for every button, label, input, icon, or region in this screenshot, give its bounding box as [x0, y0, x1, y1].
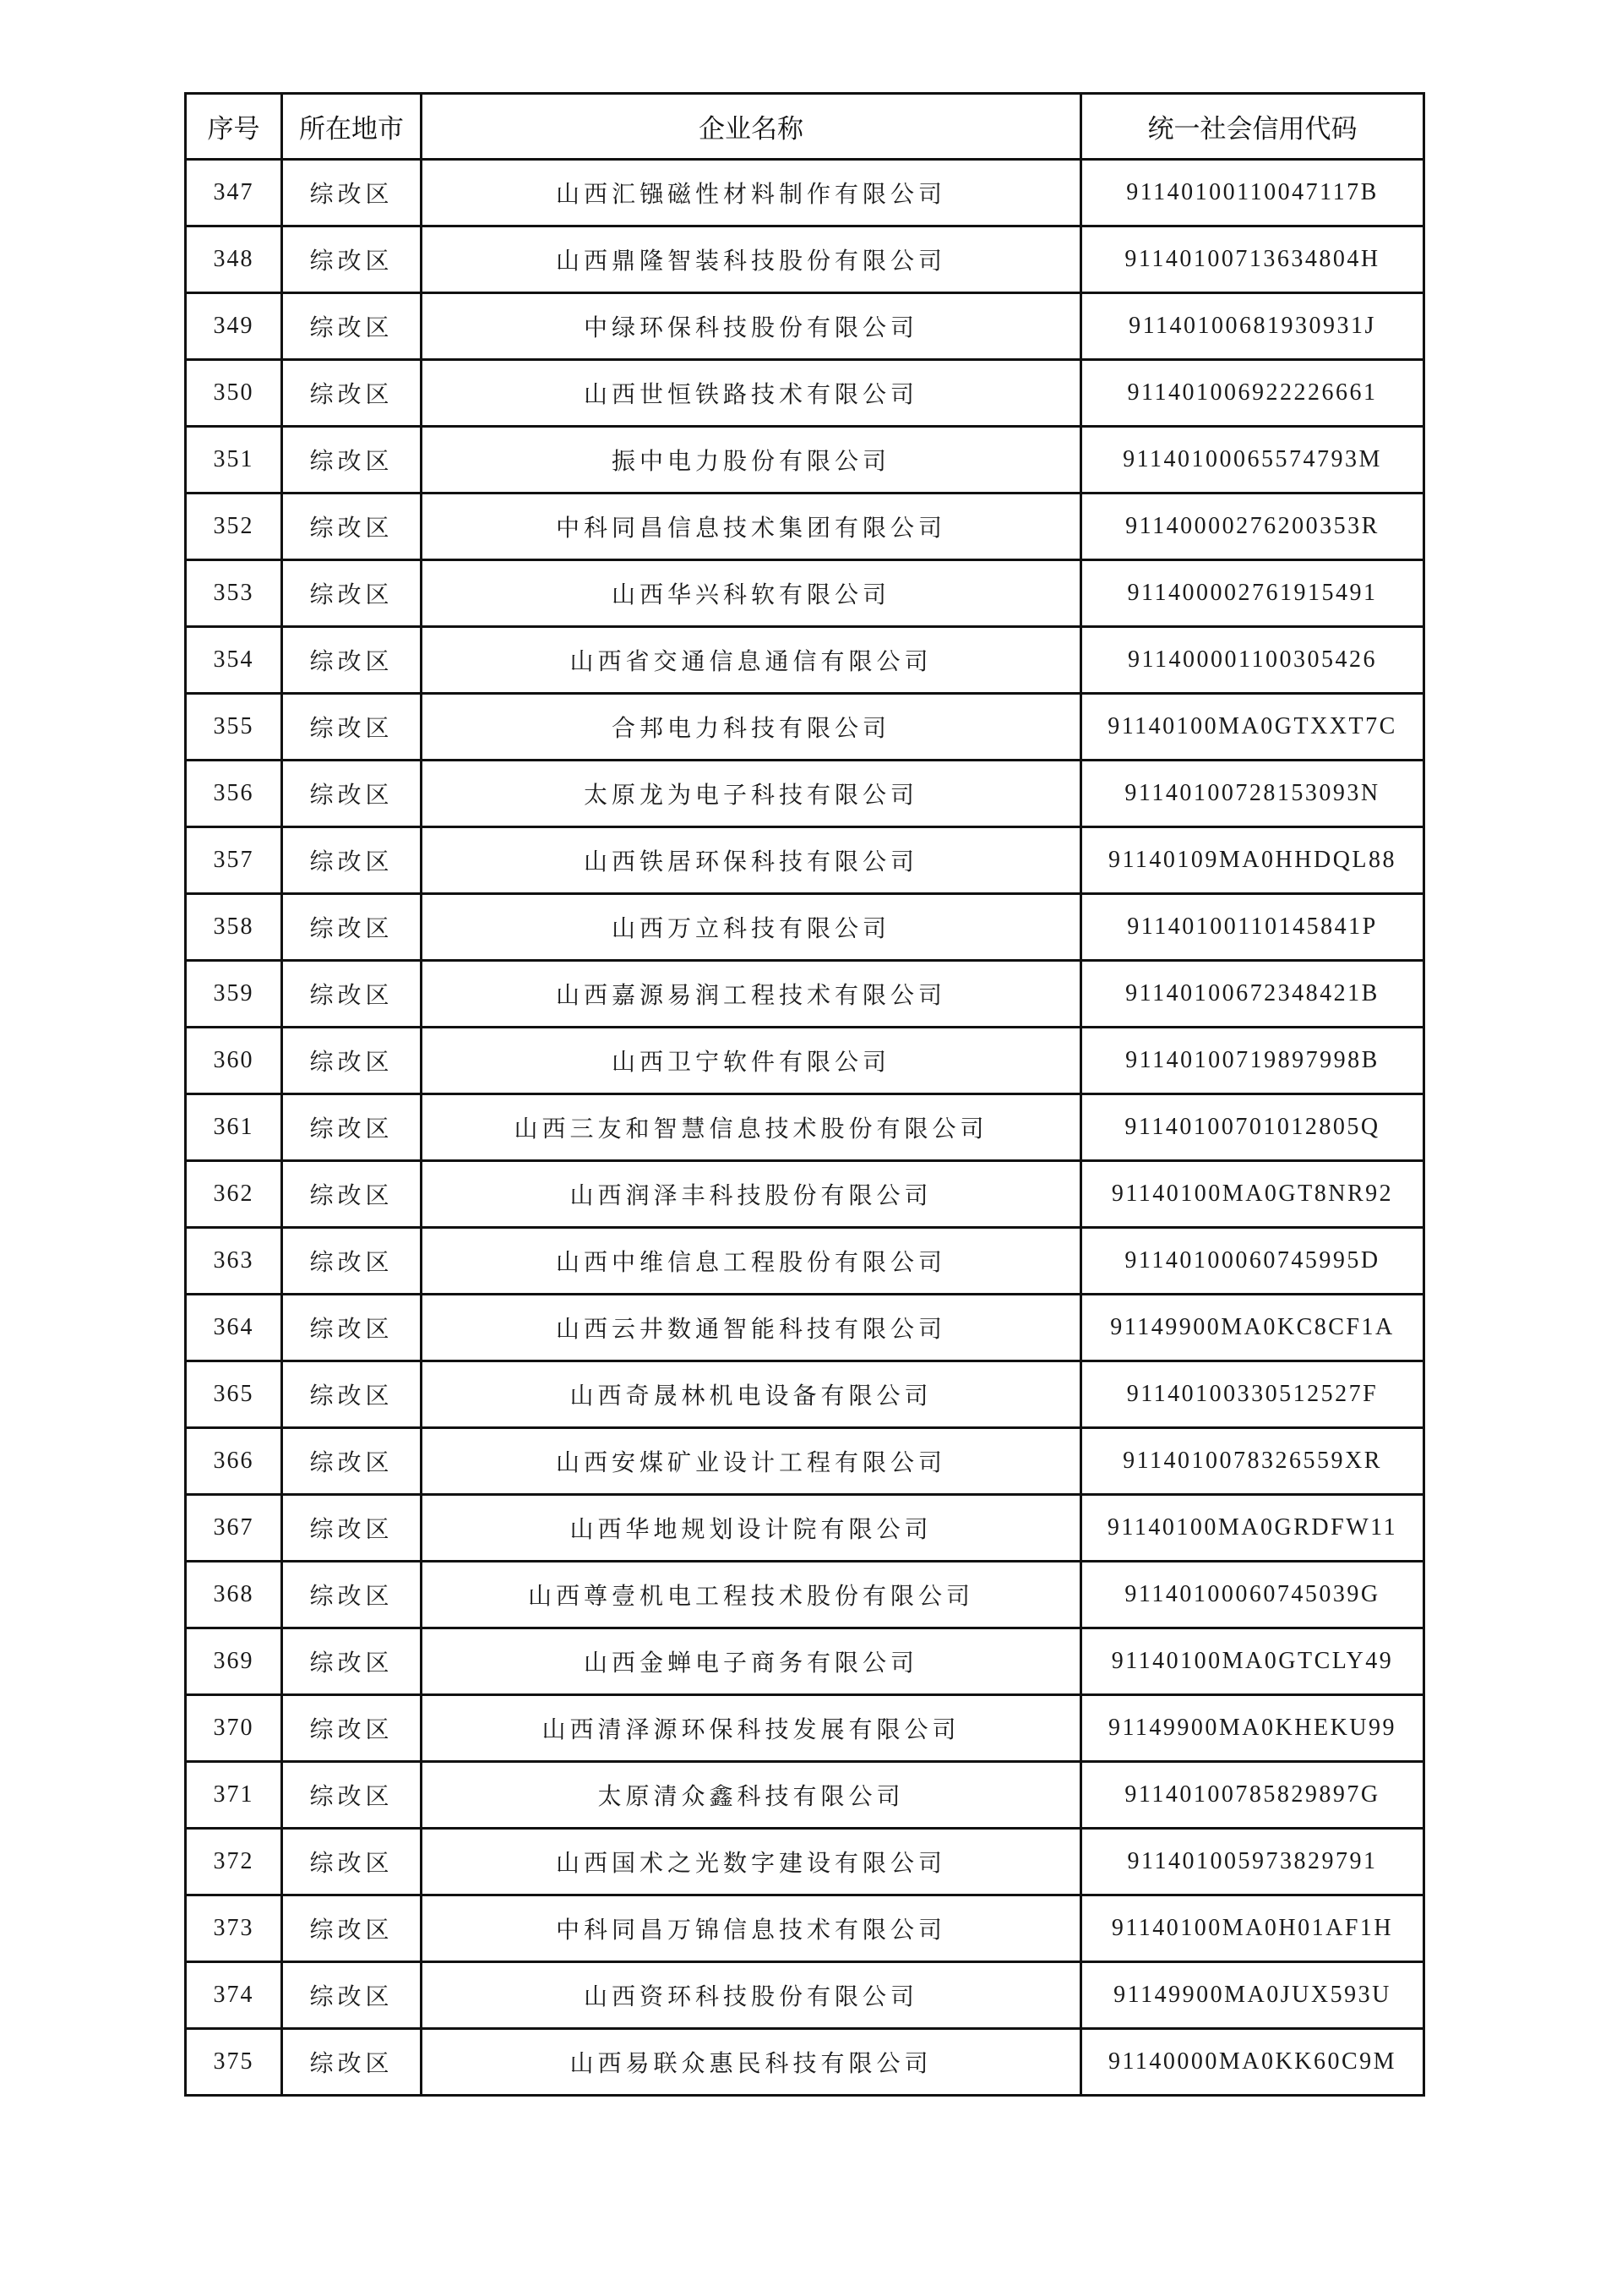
- cell-company-name: 山西清泽源环保科技发展有限公司: [422, 1695, 1081, 1762]
- cell-city: 综改区: [282, 560, 422, 627]
- cell-city: 综改区: [282, 1695, 422, 1762]
- cell-credit-code: 91149900MA0KHEKU99: [1081, 1695, 1424, 1762]
- cell-city: 综改区: [282, 494, 422, 560]
- cell-credit-code: 91140100060745039G: [1081, 1562, 1424, 1628]
- table-row: [186, 226, 1424, 293]
- enterprise-table: [184, 92, 1425, 2097]
- table-header: [186, 94, 1424, 160]
- cell-serial-number: 370: [186, 1695, 282, 1762]
- table-row: [186, 1295, 1424, 1361]
- table-row: [186, 1428, 1424, 1495]
- cell-serial-number: 365: [186, 1361, 282, 1428]
- cell-company-name: 山西润泽丰科技股份有限公司: [422, 1161, 1081, 1228]
- cell-city: 综改区: [282, 1295, 422, 1361]
- cell-serial-number: 364: [186, 1295, 282, 1361]
- cell-city: 综改区: [282, 2029, 422, 2096]
- cell-serial-number: 366: [186, 1428, 282, 1495]
- cell-company-name: 山西华地规划设计院有限公司: [422, 1495, 1081, 1562]
- table-row: [186, 694, 1424, 761]
- table-row: [186, 961, 1424, 1028]
- cell-company-name: 中科同昌信息技术集团有限公司: [422, 494, 1081, 560]
- cell-credit-code: 91140100MA0H01AF1H: [1081, 1895, 1424, 1962]
- cell-credit-code: 91140100728153093N: [1081, 761, 1424, 827]
- cell-company-name: 振中电力股份有限公司: [422, 427, 1081, 494]
- cell-company-name: 合邦电力科技有限公司: [422, 694, 1081, 761]
- cell-credit-code: 911401005973829791: [1081, 1829, 1424, 1895]
- cell-serial-number: 374: [186, 1962, 282, 2029]
- cell-city: 综改区: [282, 827, 422, 894]
- cell-company-name: 山西尊壹机电工程技术股份有限公司: [422, 1562, 1081, 1628]
- table-row: [186, 293, 1424, 360]
- cell-city: 综改区: [282, 1361, 422, 1428]
- cell-credit-code: 91140100110145841P: [1081, 894, 1424, 961]
- cell-credit-code: 91140100701012805Q: [1081, 1094, 1424, 1161]
- cell-serial-number: 350: [186, 360, 282, 427]
- cell-company-name: 山西易联众惠民科技有限公司: [422, 2029, 1081, 2096]
- header-row: [186, 94, 1424, 160]
- cell-credit-code: 91140000MA0KK60C9M: [1081, 2029, 1424, 2096]
- cell-credit-code: 91149900MA0KC8CF1A: [1081, 1295, 1424, 1361]
- cell-serial-number: 359: [186, 961, 282, 1028]
- cell-credit-code: 91149900MA0JUX593U: [1081, 1962, 1424, 2029]
- cell-credit-code: 911400001100305426: [1081, 627, 1424, 694]
- cell-city: 综改区: [282, 1495, 422, 1562]
- cell-company-name: 山西安煤矿业设计工程有限公司: [422, 1428, 1081, 1495]
- table-row: [186, 560, 1424, 627]
- cell-city: 综改区: [282, 1228, 422, 1295]
- cell-city: 综改区: [282, 1829, 422, 1895]
- cell-serial-number: 351: [186, 427, 282, 494]
- table-row: [186, 627, 1424, 694]
- table-row: [186, 1228, 1424, 1295]
- cell-city: 综改区: [282, 360, 422, 427]
- cell-company-name: 山西中维信息工程股份有限公司: [422, 1228, 1081, 1295]
- cell-company-name: 山西云井数通智能科技有限公司: [422, 1295, 1081, 1361]
- cell-serial-number: 362: [186, 1161, 282, 1228]
- table-row: [186, 1562, 1424, 1628]
- cell-company-name: 太原龙为电子科技有限公司: [422, 761, 1081, 827]
- table-row: [186, 1161, 1424, 1228]
- cell-city: 综改区: [282, 1762, 422, 1829]
- cell-serial-number: 360: [186, 1028, 282, 1094]
- cell-credit-code: 91140109MA0HHDQL88: [1081, 827, 1424, 894]
- cell-company-name: 山西嘉源易润工程技术有限公司: [422, 961, 1081, 1028]
- cell-company-name: 太原清众鑫科技有限公司: [422, 1762, 1081, 1829]
- cell-city: 综改区: [282, 1628, 422, 1695]
- cell-city: 综改区: [282, 160, 422, 226]
- cell-city: 综改区: [282, 894, 422, 961]
- cell-company-name: 山西省交通信息通信有限公司: [422, 627, 1081, 694]
- table-row: [186, 2029, 1424, 2096]
- cell-city: 综改区: [282, 1428, 422, 1495]
- cell-credit-code: 91140100719897998B: [1081, 1028, 1424, 1094]
- cell-serial-number: 372: [186, 1829, 282, 1895]
- cell-city: 综改区: [282, 1562, 422, 1628]
- cell-serial-number: 361: [186, 1094, 282, 1161]
- table-row: [186, 1361, 1424, 1428]
- cell-credit-code: 91140100672348421B: [1081, 961, 1424, 1028]
- table-row: [186, 761, 1424, 827]
- table-row: [186, 894, 1424, 961]
- cell-city: 综改区: [282, 427, 422, 494]
- cell-company-name: 山西国术之光数字建设有限公司: [422, 1829, 1081, 1895]
- cell-serial-number: 363: [186, 1228, 282, 1295]
- cell-credit-code: 91140100713634804H: [1081, 226, 1424, 293]
- cell-company-name: 山西华兴科软有限公司: [422, 560, 1081, 627]
- table-row: [186, 427, 1424, 494]
- cell-credit-code: 91140100785829897G: [1081, 1762, 1424, 1829]
- cell-serial-number: 373: [186, 1895, 282, 1962]
- cell-company-name: 山西鼎隆智装科技股份有限公司: [422, 226, 1081, 293]
- cell-credit-code: 91140100060745995D: [1081, 1228, 1424, 1295]
- table-row: [186, 1695, 1424, 1762]
- cell-credit-code: 91140100MA0GRDFW11: [1081, 1495, 1424, 1562]
- table-row: [186, 1628, 1424, 1695]
- table-row: [186, 1829, 1424, 1895]
- cell-serial-number: 349: [186, 293, 282, 360]
- cell-company-name: 山西卫宁软件有限公司: [422, 1028, 1081, 1094]
- cell-city: 综改区: [282, 226, 422, 293]
- cell-serial-number: 375: [186, 2029, 282, 2096]
- cell-company-name: 山西资环科技股份有限公司: [422, 1962, 1081, 2029]
- cell-city: 综改区: [282, 627, 422, 694]
- cell-credit-code: 91140100330512527F: [1081, 1361, 1424, 1428]
- cell-credit-code: 911401006922226661: [1081, 360, 1424, 427]
- cell-company-name: 山西铁居环保科技有限公司: [422, 827, 1081, 894]
- table-row: [186, 1962, 1424, 2029]
- cell-credit-code: 91140100MA0GT8NR92: [1081, 1161, 1424, 1228]
- table-body: [186, 160, 1424, 2096]
- table-row: [186, 827, 1424, 894]
- cell-company-name: 山西世恒铁路技术有限公司: [422, 360, 1081, 427]
- cell-serial-number: 355: [186, 694, 282, 761]
- cell-city: 综改区: [282, 1028, 422, 1094]
- table-row: [186, 1762, 1424, 1829]
- cell-serial-number: 354: [186, 627, 282, 694]
- table-row: [186, 160, 1424, 226]
- cell-company-name: 山西金蝉电子商务有限公司: [422, 1628, 1081, 1695]
- table-row: [186, 1028, 1424, 1094]
- header-serial-number: 序号: [186, 94, 282, 160]
- cell-serial-number: 347: [186, 160, 282, 226]
- cell-company-name: 中绿环保科技股份有限公司: [422, 293, 1081, 360]
- cell-city: 综改区: [282, 961, 422, 1028]
- cell-serial-number: 368: [186, 1562, 282, 1628]
- cell-credit-code: 911400002761915491: [1081, 560, 1424, 627]
- cell-city: 综改区: [282, 1094, 422, 1161]
- cell-credit-code: 91140000276200353R: [1081, 494, 1424, 560]
- header-credit-code: 统一社会信用代码: [1081, 94, 1424, 160]
- cell-company-name: 中科同昌万锦信息技术有限公司: [422, 1895, 1081, 1962]
- cell-company-name: 山西万立科技有限公司: [422, 894, 1081, 961]
- cell-credit-code: 91140100110047117B: [1081, 160, 1424, 226]
- cell-serial-number: 353: [186, 560, 282, 627]
- header-company-name: 企业名称: [422, 94, 1081, 160]
- cell-city: 综改区: [282, 1962, 422, 2029]
- cell-serial-number: 371: [186, 1762, 282, 1829]
- cell-city: 综改区: [282, 1895, 422, 1962]
- cell-serial-number: 357: [186, 827, 282, 894]
- cell-credit-code: 91140100681930931J: [1081, 293, 1424, 360]
- cell-serial-number: 367: [186, 1495, 282, 1562]
- cell-city: 综改区: [282, 1161, 422, 1228]
- cell-city: 综改区: [282, 761, 422, 827]
- cell-serial-number: 356: [186, 761, 282, 827]
- cell-credit-code: 9114010078326559XR: [1081, 1428, 1424, 1495]
- table-row: [186, 360, 1424, 427]
- cell-city: 综改区: [282, 694, 422, 761]
- cell-serial-number: 369: [186, 1628, 282, 1695]
- table-row: [186, 494, 1424, 560]
- cell-credit-code: 91140100MA0GTCLY49: [1081, 1628, 1424, 1695]
- header-city: 所在地市: [282, 94, 422, 160]
- cell-serial-number: 348: [186, 226, 282, 293]
- cell-company-name: 山西奇晟林机电设备有限公司: [422, 1361, 1081, 1428]
- cell-serial-number: 352: [186, 494, 282, 560]
- cell-city: 综改区: [282, 293, 422, 360]
- cell-credit-code: 91140100065574793M: [1081, 427, 1424, 494]
- cell-company-name: 山西汇镪磁性材料制作有限公司: [422, 160, 1081, 226]
- cell-serial-number: 358: [186, 894, 282, 961]
- cell-company-name: 山西三友和智慧信息技术股份有限公司: [422, 1094, 1081, 1161]
- cell-credit-code: 91140100MA0GTXXT7C: [1081, 694, 1424, 761]
- table-row: [186, 1495, 1424, 1562]
- table-row: [186, 1895, 1424, 1962]
- table-row: [186, 1094, 1424, 1161]
